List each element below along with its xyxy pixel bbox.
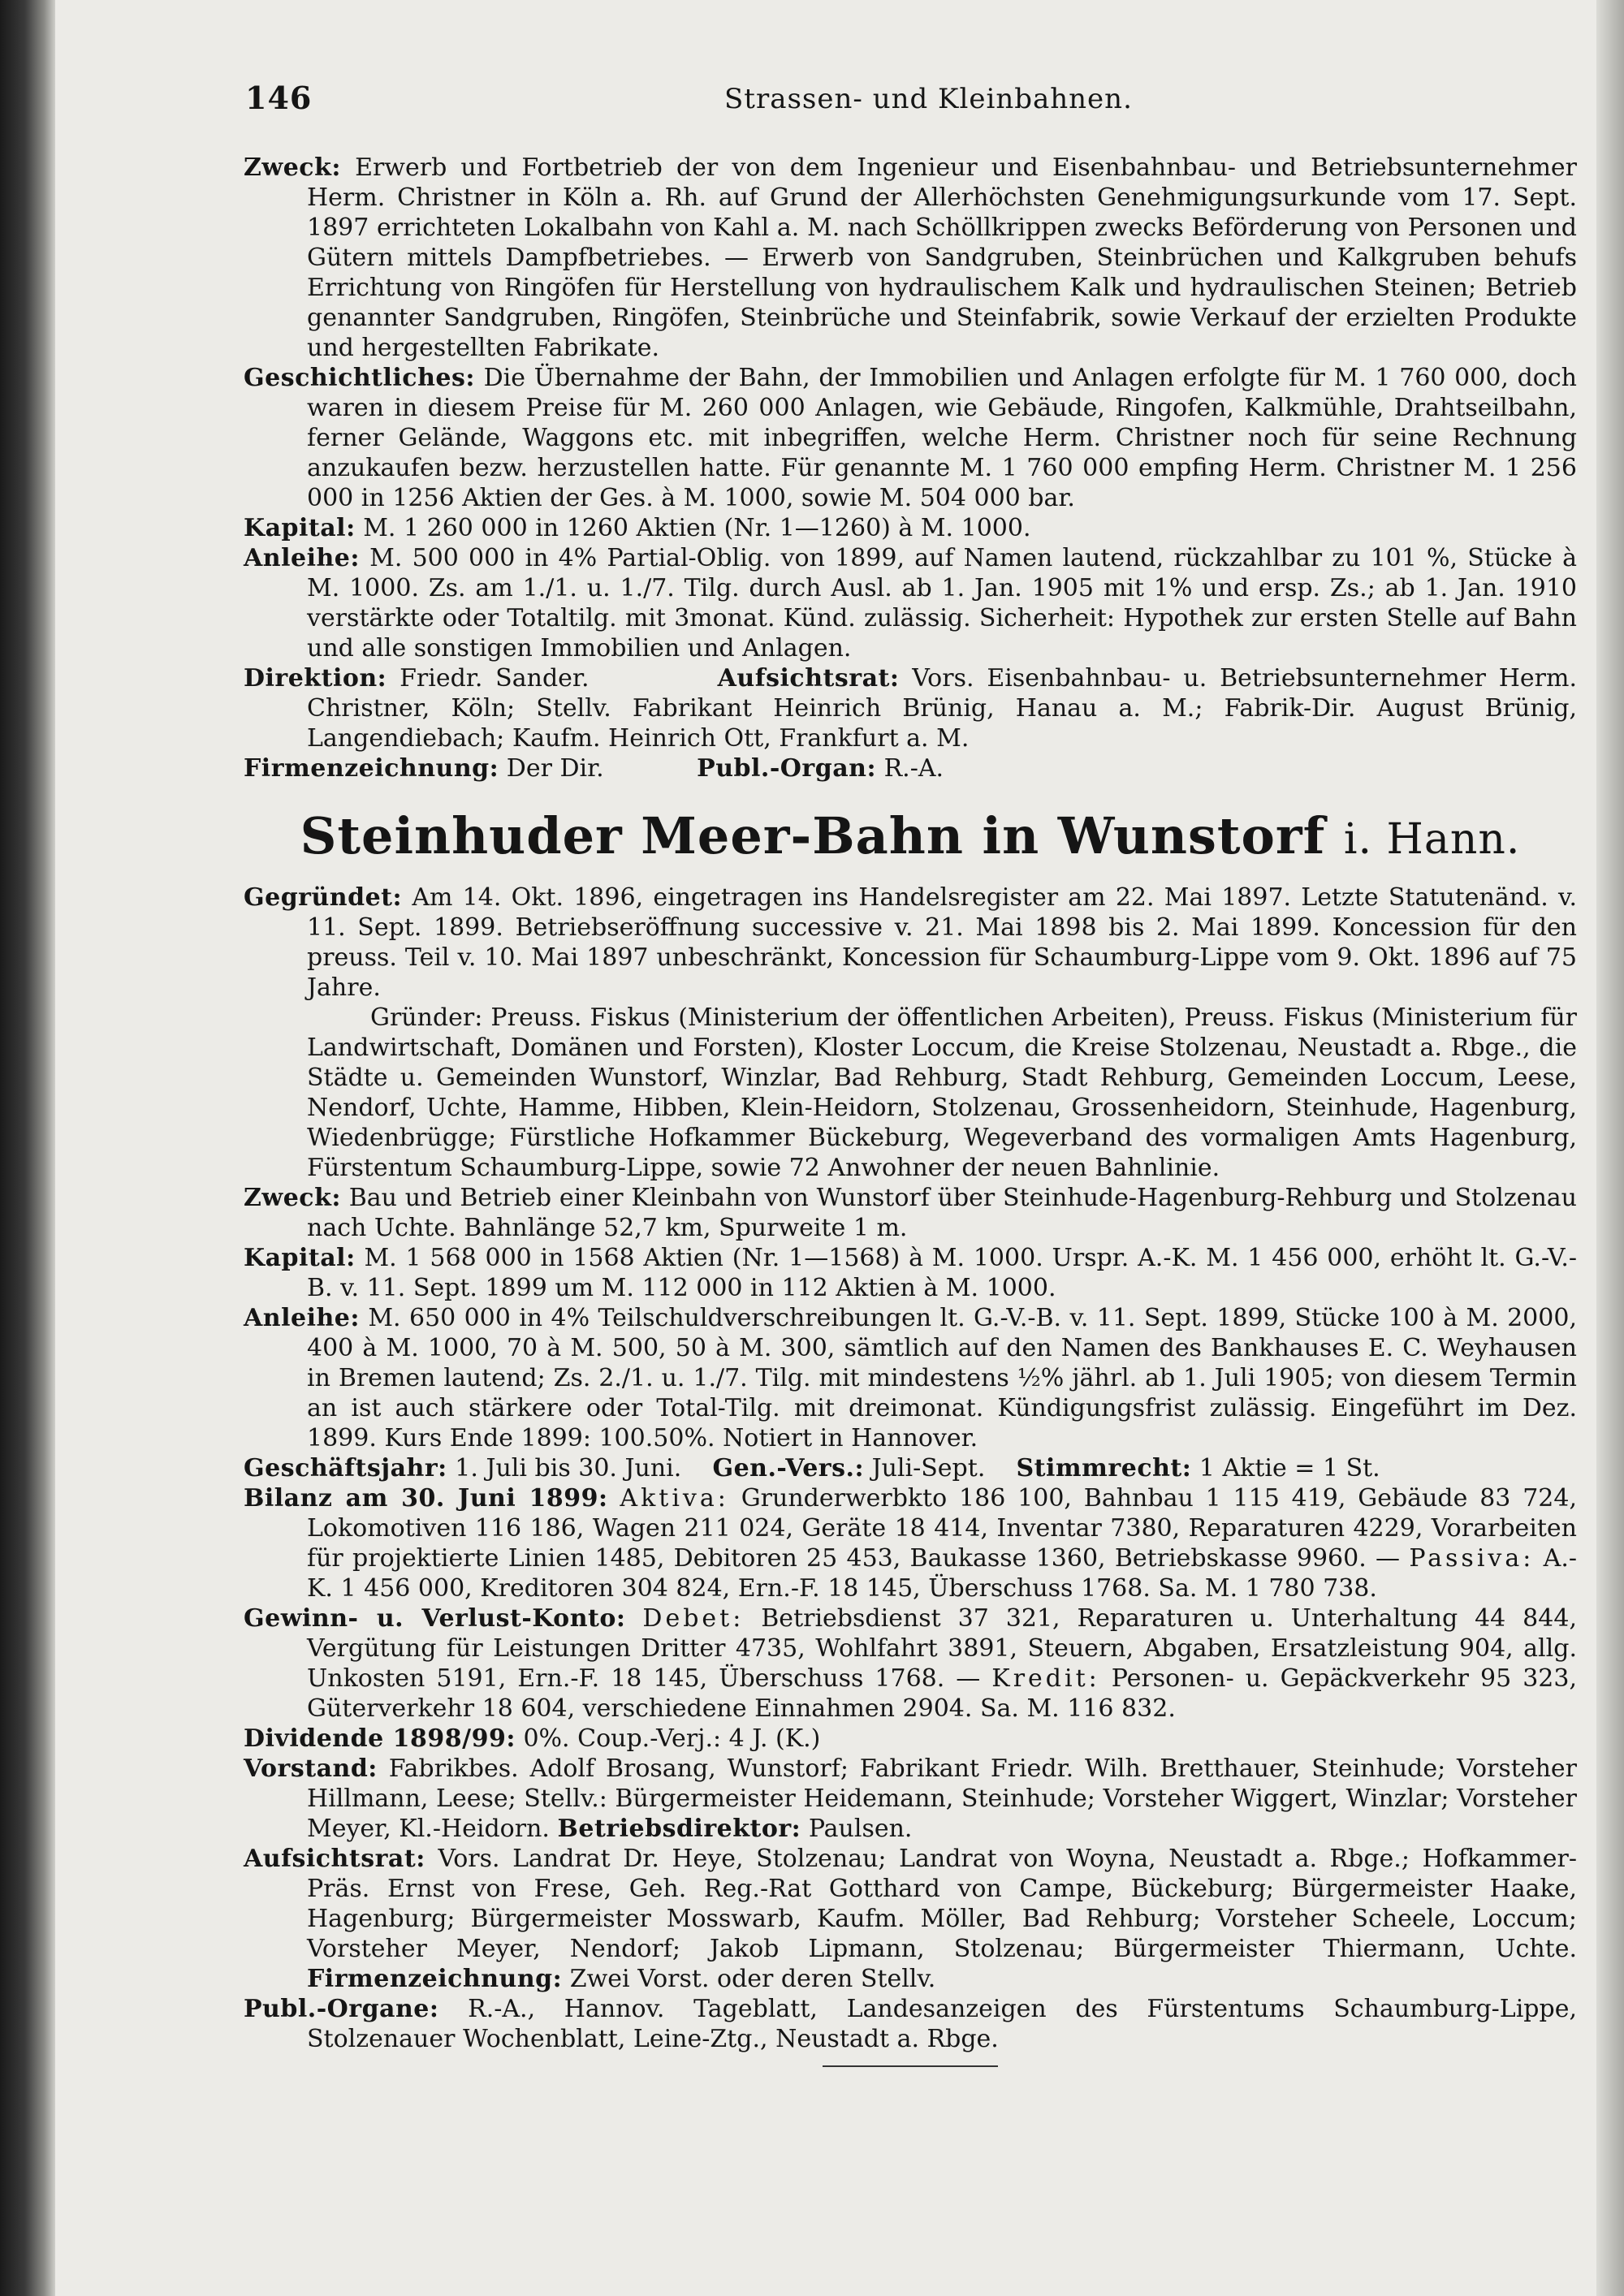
entry-label: Anleihe: bbox=[244, 544, 360, 572]
entry-guv: Gewinn- u. Verlust-Konto: Debet: Betriebsdienst 37 321, Reparaturen u. Unterhaltung 44 844, Vergütung für Leistungen Dritter 4735, Wohlfahrt 3891, Steuern, Abgaben, Ersatzleistung 904, allg. Unkosten 5191, Ern.-F. 18 145, Überschuss 1768. — Kredit: Personen- u. Gepäckverkehr 95 323, Güterverkehr 18 604, verschiedene Einnahmen 2904. Sa. M. 116 832. bbox=[244, 1604, 1577, 1723]
entry-text: Grunderwerbkto 186 100, Bahnbau 1 115 419, Gebäude 83 724, Lokomotiven 116 186, Wagen 211 024, Geräte 18 414, Inventar 7380, Reparaturen 4229, Vorarbeiten für projektierte Linien 1485, Debitoren 25 453, Baukasse 1360, Betriebskasse 9960. bbox=[307, 1484, 1577, 1573]
entry-text: 1. Juli bis 30. Juni. bbox=[455, 1454, 682, 1482]
entry-label: Firmenzeichnung: bbox=[307, 1965, 563, 1993]
entry-label: Direktion: bbox=[244, 664, 387, 693]
entry-dividende bbox=[244, 1724, 1577, 1754]
page-edge bbox=[1596, 0, 1624, 2296]
entry-text: Bau und Betrieb einer Kleinbahn von Wunstorf über Steinhude-Hagenburg-Rehburg und Stolzenau nach Uchte. Bahnlänge 52,7 km, Spurweite 1 m. bbox=[307, 1184, 1577, 1242]
entry-gegruendet bbox=[244, 883, 1577, 1003]
entry-text: A.-K. 1 456 000, Kreditoren 304 824, Ern.-F. 18 145, Überschuss 1768. Sa. M. 1 780 738. bbox=[307, 1544, 1577, 1603]
entry-label: Geschichtliches: bbox=[244, 364, 475, 392]
entry-text: 0%. Coup.-Verj.: 4 J. (K.) bbox=[523, 1724, 821, 1753]
entry-label: Gewinn- u. Verlust-Konto: bbox=[244, 1604, 626, 1633]
entry-text: Personen- u. Gepäckverkehr 95 323, Güterverkehr 18 604, verschiedene Einnahmen 2904. Sa. M. 116 832. bbox=[307, 1664, 1577, 1723]
entry-label: Bilanz am 30. Juni 1899: bbox=[244, 1484, 608, 1513]
entry-text: Erwerb und Fortbetrieb der von dem Ingenieur und Eisenbahnbau- und Betriebsunternehmer Herm. Christner in Köln a. Rh. auf Grund der Allerhöchsten Genehmigungsurkunde vom 17. Sept. 1897 errichteten Lokalbahn von Kahl a. M. nach Schöllkrippen zwecks Beförderung von Personen und Gütern mittels Dampfbetriebes. — Erwerb von Sandgruben, Steinbrüchen und Kalkgruben behufs Errichtung von Ringöfen für Herstellung von hydraulischem Kalk und hydraulischen Steinen; Betrieb genannter Sandgruben, Ringöfen, Steinbrüche und Steinfabrik, sowie Verkauf der erzielten Produkte und hergestellten Fabrikate. bbox=[307, 153, 1577, 362]
entry-text: M. 1 260 000 in 1260 Aktien (Nr. 1—1260) à M. 1000. bbox=[363, 514, 1031, 542]
entry-label: Stimmrecht: bbox=[1016, 1454, 1192, 1482]
entry-label: Gen.-Vers.: bbox=[712, 1454, 865, 1482]
entry-text: Zwei Vorst. oder deren Stellv. bbox=[569, 1965, 936, 1993]
entry-text: Am 14. Okt. 1896, eingetragen ins Handelsregister am 22. Mai 1897. Letzte Statutenänd. v. 11. Sept. 1899. Betriebseröffnung successive v. 21. Mai 1898 bis 2. Mai 1899. Koncession für den preuss. Teil v. 10. Mai 1897 unbeschränkt, Koncession für Schaumburg-Lippe vom 9. Okt. 1896 auf 75 Jahre. bbox=[307, 883, 1577, 1002]
entry-text: Betriebsdienst 37 321, Reparaturen u. Unterhaltung 44 844, Vergütung für Leistungen Dritter 4735, Wohlfahrt 3891, Steuern, Abgaben, Ersatzleistung 904, allg. Unkosten 5191, Ern.-F. 18 145, Überschuss 1768. bbox=[307, 1604, 1577, 1693]
subsection-label: Kredit: bbox=[991, 1664, 1100, 1693]
entry-label: Anleihe: bbox=[244, 1304, 360, 1332]
company-title bbox=[244, 808, 1577, 868]
entry-text: Paulsen. bbox=[808, 1815, 913, 1843]
entry-text: M. 1 568 000 in 1568 Aktien (Nr. 1—1568) à M. 1000. Urspr. A.-K. M. 1 456 000, erhöht lt. G.-V.-B. v. 11. Sept. 1899 um M. 112 000 in 112 Aktien à M. 1000. bbox=[307, 1244, 1577, 1302]
entry-text: M. 500 000 in 4% Partial-Oblig. von 1899, auf Namen lautend, rückzahlbar zu 101 %, Stücke à M. 1000. Zs. am 1./1. u. 1./7. Tilg. durch Ausl. ab 1. Jan. 1905 mit 1% und ersp. Zs.; ab 1. Jan. 1910 verstärkte oder Totaltilg. mit 3monat. Künd. zulässig. Sicherheit: Hypothek zur ersten Stelle auf Bahn und alle sonstigen Immobilien und Anlagen. bbox=[307, 544, 1577, 662]
entry-gruender bbox=[244, 1003, 1577, 1183]
subsection-label: Aktiva: bbox=[620, 1484, 729, 1513]
entry-label: Publ.-Organe: bbox=[244, 1995, 439, 2023]
entry-label: Dividende 1898/99: bbox=[244, 1724, 516, 1753]
entry-label: Aufsichtsrat: bbox=[244, 1845, 425, 1873]
subsection-label: Debet: bbox=[642, 1604, 745, 1633]
subsection-label: Passiva: bbox=[1409, 1544, 1535, 1573]
entry-geschichtliches bbox=[244, 363, 1577, 513]
page-number: 146 bbox=[245, 80, 313, 116]
entry-text: 1 Aktie = 1 St. bbox=[1199, 1454, 1380, 1482]
end-rule bbox=[823, 2065, 998, 2067]
entry-text: Gründer: Preuss. Fiskus (Ministerium der öffentlichen Arbeiten), Preuss. Fiskus (Ministerium für Landwirtschaft, Domänen und Forsten), Kloster Loccum, die Kreise Stolzenau, Neustadt a. Rbge., die Städte u. Gemeinden Wunstorf, Winzlar, Bad Rehburg, Stadt Rehburg, Gemeinden Loccum, Leese, Nendorf, Uchte, Hamme, Hibben, Klein-Heidorn, Stolzenau, Grossenheidorn, Steinhude, Hagenburg, Wiedenbrügge; Fürstliche Hofkammer Bückeburg, Wegeverband des vormaligen Amts Hagenburg, Fürstentum Schaumburg-Lippe, sowie 72 Anwohner der neuen Bahnlinie. bbox=[307, 1003, 1577, 1182]
running-title: Strassen- und Kleinbahnen. bbox=[724, 83, 1133, 115]
entry-kapital bbox=[244, 513, 1577, 543]
entry-text: R.-A., Hannov. Tageblatt, Landesanzeigen des Fürstentums Schaumburg-Lippe, Stolzenauer Wochenblatt, Leine-Ztg., Neustadt a. Rbge. bbox=[307, 1995, 1577, 2053]
company-location: i. Hann. bbox=[1343, 815, 1521, 864]
entry-bilanz: Bilanz am 30. Juni 1899: Aktiva: Grunderwerbkto 186 100, Bahnbau 1 115 419, Gebäude 83 724, Lokomotiven 116 186, Wagen 211 024, Geräte 18 414, Inventar 7380, Reparaturen 4229, Vorarbeiten für projektierte Linien 1485, Debitoren 25 453, Baukasse 1360, Betriebskasse 9960. — Passiva: A.-K. 1 456 000, Kreditoren 304 824, Ern.-F. 18 145, Überschuss 1768. Sa. M. 1 780 738. bbox=[244, 1484, 1577, 1603]
entry-label: Gegründet: bbox=[244, 883, 403, 912]
entry-aufsichtsrat-2 bbox=[244, 1844, 1577, 1994]
entry-kapital-2 bbox=[244, 1243, 1577, 1303]
entry-label: Zweck: bbox=[244, 153, 341, 182]
entry-firmenzeichnung bbox=[244, 753, 1577, 783]
entry-label: Vorstand: bbox=[244, 1754, 378, 1783]
entry-anleihe-2 bbox=[244, 1303, 1577, 1453]
entry-text: R.-A. bbox=[883, 754, 944, 783]
entry-vorstand bbox=[244, 1754, 1577, 1844]
book-spine bbox=[0, 0, 55, 2296]
entry-label: Kapital: bbox=[244, 514, 356, 542]
entry-text: Die Übernahme der Bahn, der Immobilien und Anlagen erfolgte für M. 1 760 000, doch waren in diesem Preise für M. 260 000 Anlagen, wie Gebäude, Ringofen, Kalkmühle, Drahtseilbahn, ferner Gelände, Waggons etc. mit inbegriffen, welche Herm. Christner noch für seine Rechnung anzukaufen bezw. herzustellen hatte. Für genannte M. 1 760 000 empfing Herm. Christner M. 1 256 000 in 1256 Aktien der Ges. à M. 1000, sowie M. 504 000 bar. bbox=[307, 364, 1577, 512]
entry-text: Friedr. Sander. bbox=[400, 664, 590, 693]
entry-zweck bbox=[244, 153, 1577, 363]
entry-label: Geschäftsjahr: bbox=[244, 1454, 447, 1482]
entry-label: Kapital: bbox=[244, 1244, 356, 1272]
entry-text: Juli-Sept. bbox=[871, 1454, 986, 1482]
entry-text: Vors. Landrat Dr. Heye, Stolzenau; Landrat von Woyna, Neustadt a. Rbge.; Hofkammer-Präs. Ernst von Frese, Geh. Reg.-Rat Gotthard von Campe, Bückeburg; Bürgermeister Haake, Hagenburg; Bürgermeister Mosswarb, Kaufm. Möller, Bad Rehburg; Vorsteher Scheele, Loccum; Vorsteher Meyer, Nendorf; Jakob Lipmann, Stolzenau; Bürgermeister Thiermann, Uchte. bbox=[307, 1845, 1577, 1963]
entry-text: Der Dir. bbox=[506, 754, 604, 783]
page-header bbox=[245, 80, 1577, 120]
entry-label: Firmenzeichnung: bbox=[244, 754, 499, 783]
entry-zweck-2 bbox=[244, 1183, 1577, 1243]
entry-text: Vors. Eisenbahnbau- u. Betriebsunternehmer Herm. Christner, Köln; Stellv. Fabrikant Heinrich Brünig, Hanau a. M.; Fabrik-Dir. August Brünig, Langendiebach; Kaufm. Heinrich Ott, Frankfurt a. M. bbox=[307, 664, 1577, 753]
entry-text: M. 650 000 in 4% Teilschuldverschreibungen lt. G.-V.-B. v. 11. Sept. 1899, Stücke 100 à M. 2000, 400 à M. 1000, 70 à M. 500, 50 à M. 300, sämtlich auf den Namen des Bankhauses E. C. Weyhausen in Bremen lautend; Zs. 2./1. u. 1./7. Tilg. mit mindestens ½% jährl. ab 1. Juli 1905; von diesem Termin an ist auch stärkere oder Total-Tilg. mit dreimonat. Kündigungsfrist zulässig. Eingeführt im Dez. 1899. Kurs Ende 1899: 100.50%. Notiert in Hannover. bbox=[307, 1304, 1577, 1452]
entry-label: Betriebsdirektor: bbox=[557, 1815, 801, 1843]
entry-label: Aufsichtsrat: bbox=[717, 664, 900, 693]
entry-direktion bbox=[244, 663, 1577, 753]
page-content bbox=[244, 153, 1577, 2067]
entry-geschaeftsjahr bbox=[244, 1453, 1577, 1483]
entry-label: Publ.-Organ: bbox=[697, 754, 877, 783]
entry-text: Fabrikbes. Adolf Brosang, Wunstorf; Fabrikant Friedr. Wilh. Bretthauer, Steinhude; Vorsteher Hillmann, Leese; Stellv.: Bürgermeister Heidemann, Steinhude; Vorsteher Wiggert, Winzlar; Vorsteher Meyer, Kl.-Heidorn. bbox=[307, 1754, 1577, 1843]
entry-publ-organe bbox=[244, 1994, 1577, 2054]
entry-anleihe bbox=[244, 543, 1577, 663]
company-name: Steinhuder Meer-Bahn in Wunstorf bbox=[300, 806, 1326, 865]
entry-label: Zweck: bbox=[244, 1184, 341, 1212]
